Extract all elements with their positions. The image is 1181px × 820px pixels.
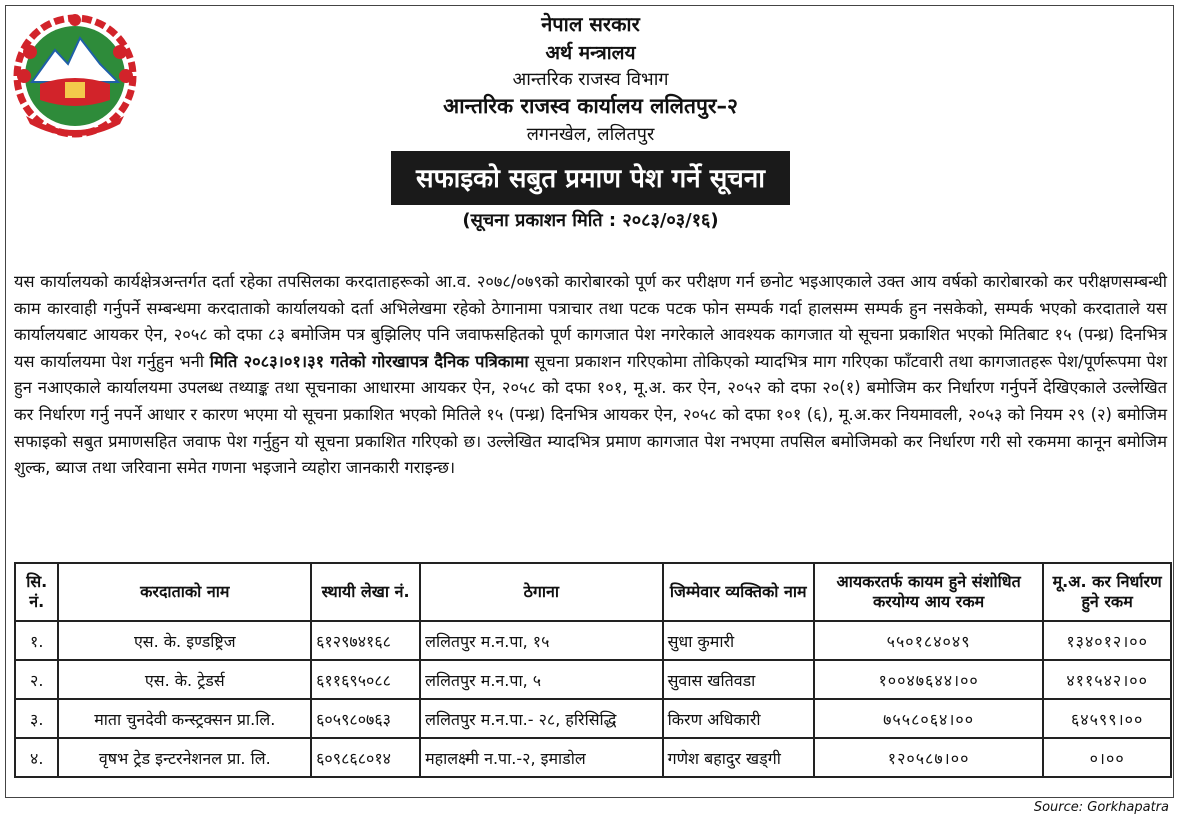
cell-vat-amount: ६४५९९।०० [1043, 699, 1171, 738]
cell-address: ललितपुर म.न.पा, १५ [420, 621, 663, 660]
office-location: लगनखेल, ललितपुर [526, 123, 655, 145]
cell-vat-amount: ०।०० [1043, 738, 1171, 777]
cell-taxpayer-name: एस. के. ट्रेडर्स [58, 660, 311, 699]
government-name: नेपाल सरकार [541, 12, 640, 36]
cell-serial: २. [15, 660, 58, 699]
cell-pan: ६१२९७४१६८ [311, 621, 420, 660]
col-pan: स्थायी लेखा नं. [311, 563, 420, 621]
cell-taxable-income: ५५०१८४०४९ [814, 621, 1043, 660]
notice-header [0, 8, 1181, 232]
col-taxpayer-name: करदाताको नाम [58, 563, 311, 621]
ministry-name: अर्थ मन्त्रालय [545, 42, 636, 64]
cell-taxpayer-name: एस. के. इण्डष्ट्रिज [58, 621, 311, 660]
cell-address: ललितपुर म.न.पा, ५ [420, 660, 663, 699]
notice-body-part1: यस कार्यालयको कार्यक्षेत्रअन्तर्गत दर्ता रहेका तपसिलका करदाताहरूको आ.व. २०७८/०७९को कारोबारको पूर्ण कर परीक्षण गर्न छनोट भइआएकाले उक्त आय वर्षको कारोबारको कर परीक्षणसम्बन्धी काम कारवाही गर्नुपर्ने सम्बन्धमा करदाताको कार्यालयको दर्ता अभिलेखमा रहेको ठेगानामा पत्राचार तथा पटक पटक फोन सम्पर्क गर्दा हालसम्म सम्पर्क हुन नसकेको, सम्पर्क भएको करदाताले यस कार्यालयबाट आयकर ऐन, २०५८ को दफा ८३ बमोजिम पत्र बुझिलिए पनि जवाफसहितको पूर्ण कागजात पेश नगरेकाले आवश्यक कागजात यो सूचना प्रकाशित भएको मितिबाट १५ (पन्ध्र) दिनभित्र यस कार्यालयमा पेश गर्नुहुन भनी [14, 272, 1167, 371]
table-row [15, 699, 1171, 738]
cell-taxable-income: १००४७६४४।०० [814, 660, 1043, 699]
col-taxable-income: आयकरतर्फ कायम हुने संशोधित करयोग्य आय रकम [814, 563, 1043, 621]
cell-taxable-income: १२०५८७।०० [814, 738, 1043, 777]
notice-body [14, 269, 1167, 482]
col-serial: सि. नं. [15, 563, 58, 621]
department-name: आन्तरिक राजस्व विभाग [512, 68, 669, 90]
cell-vat-amount: ४११५४२।०० [1043, 660, 1171, 699]
notice-title: सफाइको सबुत प्रमाण पेश गर्ने सूचना [391, 151, 790, 205]
cell-taxable-income: ७५५८०६४।०० [814, 699, 1043, 738]
cell-responsible-person: सुवास खतिवडा [663, 660, 814, 699]
cell-pan: ६०९८६८०१४ [311, 738, 420, 777]
cell-responsible-person: गणेश बहादुर खड्गी [663, 738, 814, 777]
notice-body-part2: सूचना प्रकाशन गरिएकोमा तोकिएको म्यादभित्र माग गरिएका फाँटवारी तथा कागजातहरू पेश/पूर्णरूपमा पेश हुन नआएकाले कार्यालयमा उपलब्ध तथ्याङ्क तथा सूचनाका आधारमा आयकर ऐन, २०५८ को दफा १०१, मू.अ. कर ऐन, २०५२ को दफा २०(१) बमोजिम कर निर्धारण गर्नुपर्ने देखिएकाले उल्लेखित कर निर्धारण गर्नु नपर्ने आधार र कारण भएमा यो सूचना प्रकाशित भएको मितिले १५ (पन्ध्र) दिनभित्र आयकर ऐन, २०५८ को दफा १०१ (६), मू.अ.कर नियमावली, २०५३ को नियम २९ (२) बमोजिम सफाइको सबुत प्रमाणसहित जवाफ पेश गर्नुहुन यो सूचना प्रकाशित गरिएको छ। उल्लेखित म्यादभित्र प्रमाण कागजात पेश नभएमा तपसिल बमोजिमको कर निर्धारण गरी सो रकममा कानून बमोजिम शुल्क, ब्याज तथा जरिवाना समेत गणना भइजाने व्यहोरा जानकारी गराइन्छ। [14, 351, 1167, 478]
cell-address: महालक्ष्मी न.पा.-२, इमाडोल [420, 738, 663, 777]
cell-pan: ६११६९५०८८ [311, 660, 420, 699]
cell-responsible-person: सुधा कुमारी [663, 621, 814, 660]
cell-responsible-person: किरण अधिकारी [663, 699, 814, 738]
cell-address: ललितपुर म.न.पा.- २८, हरिसिद्धि [420, 699, 663, 738]
cell-serial: ४. [15, 738, 58, 777]
cell-serial: १. [15, 621, 58, 660]
table-row [15, 738, 1171, 777]
col-vat-amount: मू.अ. कर निर्धारण हुने रकम [1043, 563, 1171, 621]
cell-pan: ६०५९८०७६३ [311, 699, 420, 738]
taxpayer-table [14, 562, 1172, 778]
office-name: आन्तरिक राजस्व कार्यालय ललितपुर–२ [443, 94, 738, 119]
notice-body-bold: मिति २०८३।०१।३१ गतेको गोरखापत्र दैनिक पत्रिकामा [209, 351, 529, 371]
cell-vat-amount: १३४०१२।०० [1043, 621, 1171, 660]
cell-taxpayer-name: वृषभ ट्रेड इन्टरनेशनल प्रा. लि. [58, 738, 311, 777]
table-row [15, 621, 1171, 660]
cell-serial: ३. [15, 699, 58, 738]
cell-taxpayer-name: माता चुनदेवी कन्स्ट्रक्सन प्रा.लि. [58, 699, 311, 738]
source-credit: Source: Gorkhapatra [1033, 800, 1169, 815]
table-row [15, 660, 1171, 699]
col-responsible-person: जिम्मेवार व्यक्तिको नाम [663, 563, 814, 621]
col-address: ठेगाना [420, 563, 663, 621]
table-header-row [15, 563, 1171, 621]
publication-date: (सूचना प्रकाशन मिति : २०८३/०३/१६) [462, 210, 719, 232]
